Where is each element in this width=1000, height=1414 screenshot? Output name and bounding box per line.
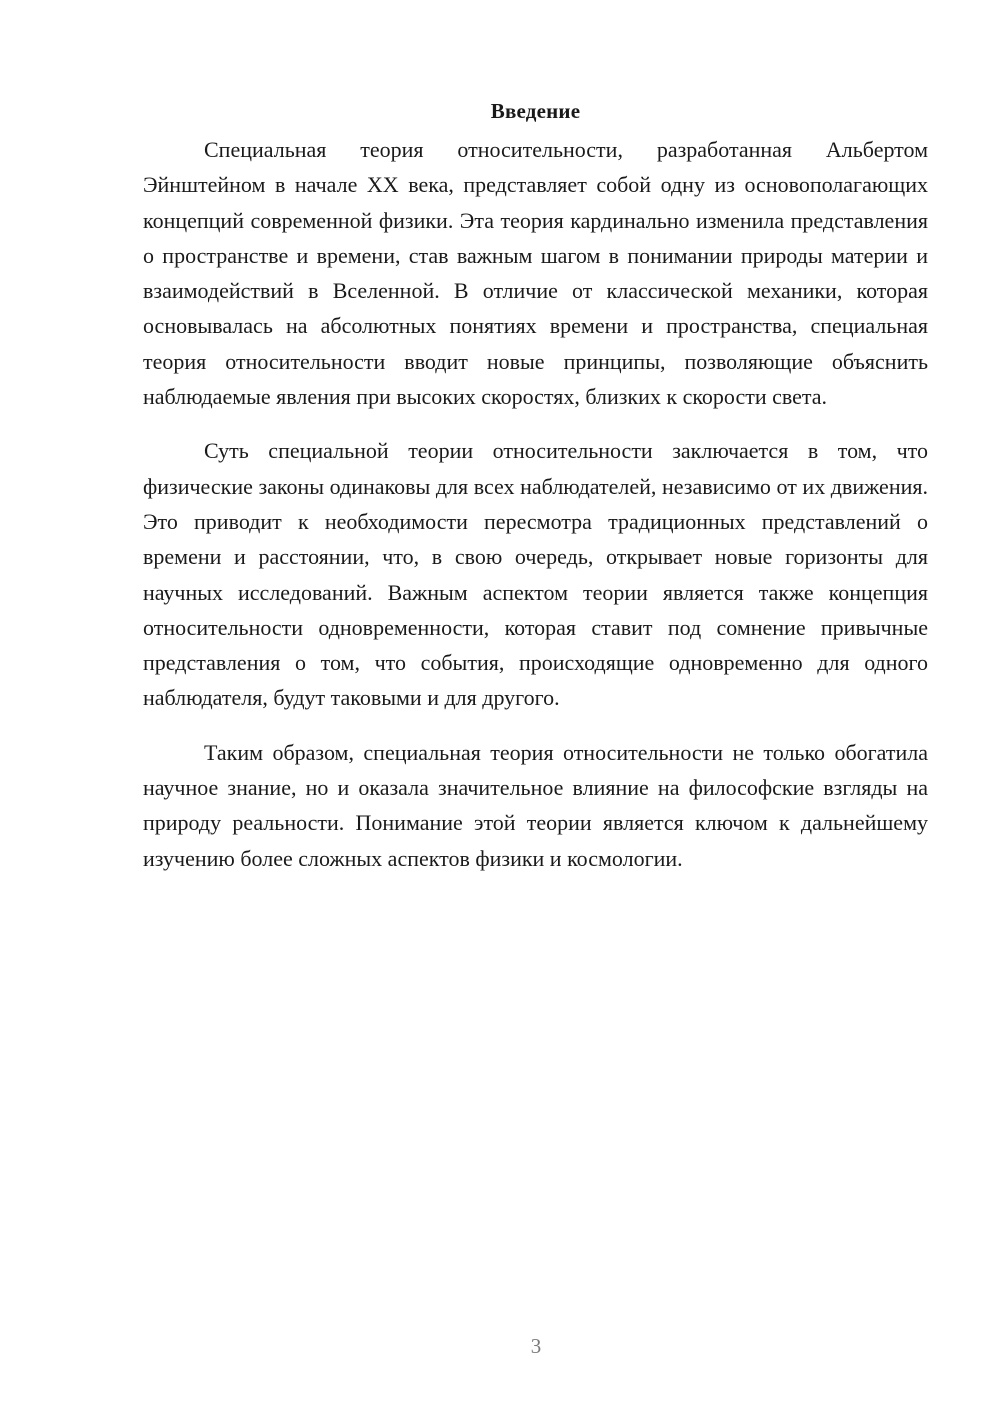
paragraph-2: Суть специальной теории относительности заключается в том, что физические законы одинаковы для всех наблюдателей, независимо от их движения. Это приводит к необходимости пересмотра традиционных представлений о времени и расстоянии, что, в свою очередь, открывает новые горизонты для научных исследований. Важным аспектом теории является также концепция относительности одновременности, которая ставит под сомнение привычные представления о том, что события, происходящие одновременно для одного наблюдателя, будут таковыми и для другого. [143, 438, 928, 711]
section-title: Введение [490, 99, 581, 123]
paragraph-3: Таким образом, специальная теория относительности не только обогатила научное знание, но и оказала значительное влияние на философские взгляды на природу реальности. Понимание этой теории является ключом к дальнейшему изучению более сложных аспектов физики и космологии. [143, 739, 928, 871]
page-number: 3 [530, 1334, 542, 1358]
page-content [143, 96, 928, 895]
paragraph-1: Специальная теория относительности, разработанная Альбертом Эйнштейном в начале XX века, представляет собой одну из основополагающих концепций современной физики. Эта теория кардинально изменила представления о пространстве и времени, став важным шагом в понимании природы материи и взаимодействий в Вселенной. В отличие от классической механики, которая основывалась на абсолютных понятиях времени и пространства, специальная теория относительности вводит новые принципы, позволяющие объяснить наблюдаемые явления при высоких скоростях, близких к скорости света. [143, 137, 928, 410]
